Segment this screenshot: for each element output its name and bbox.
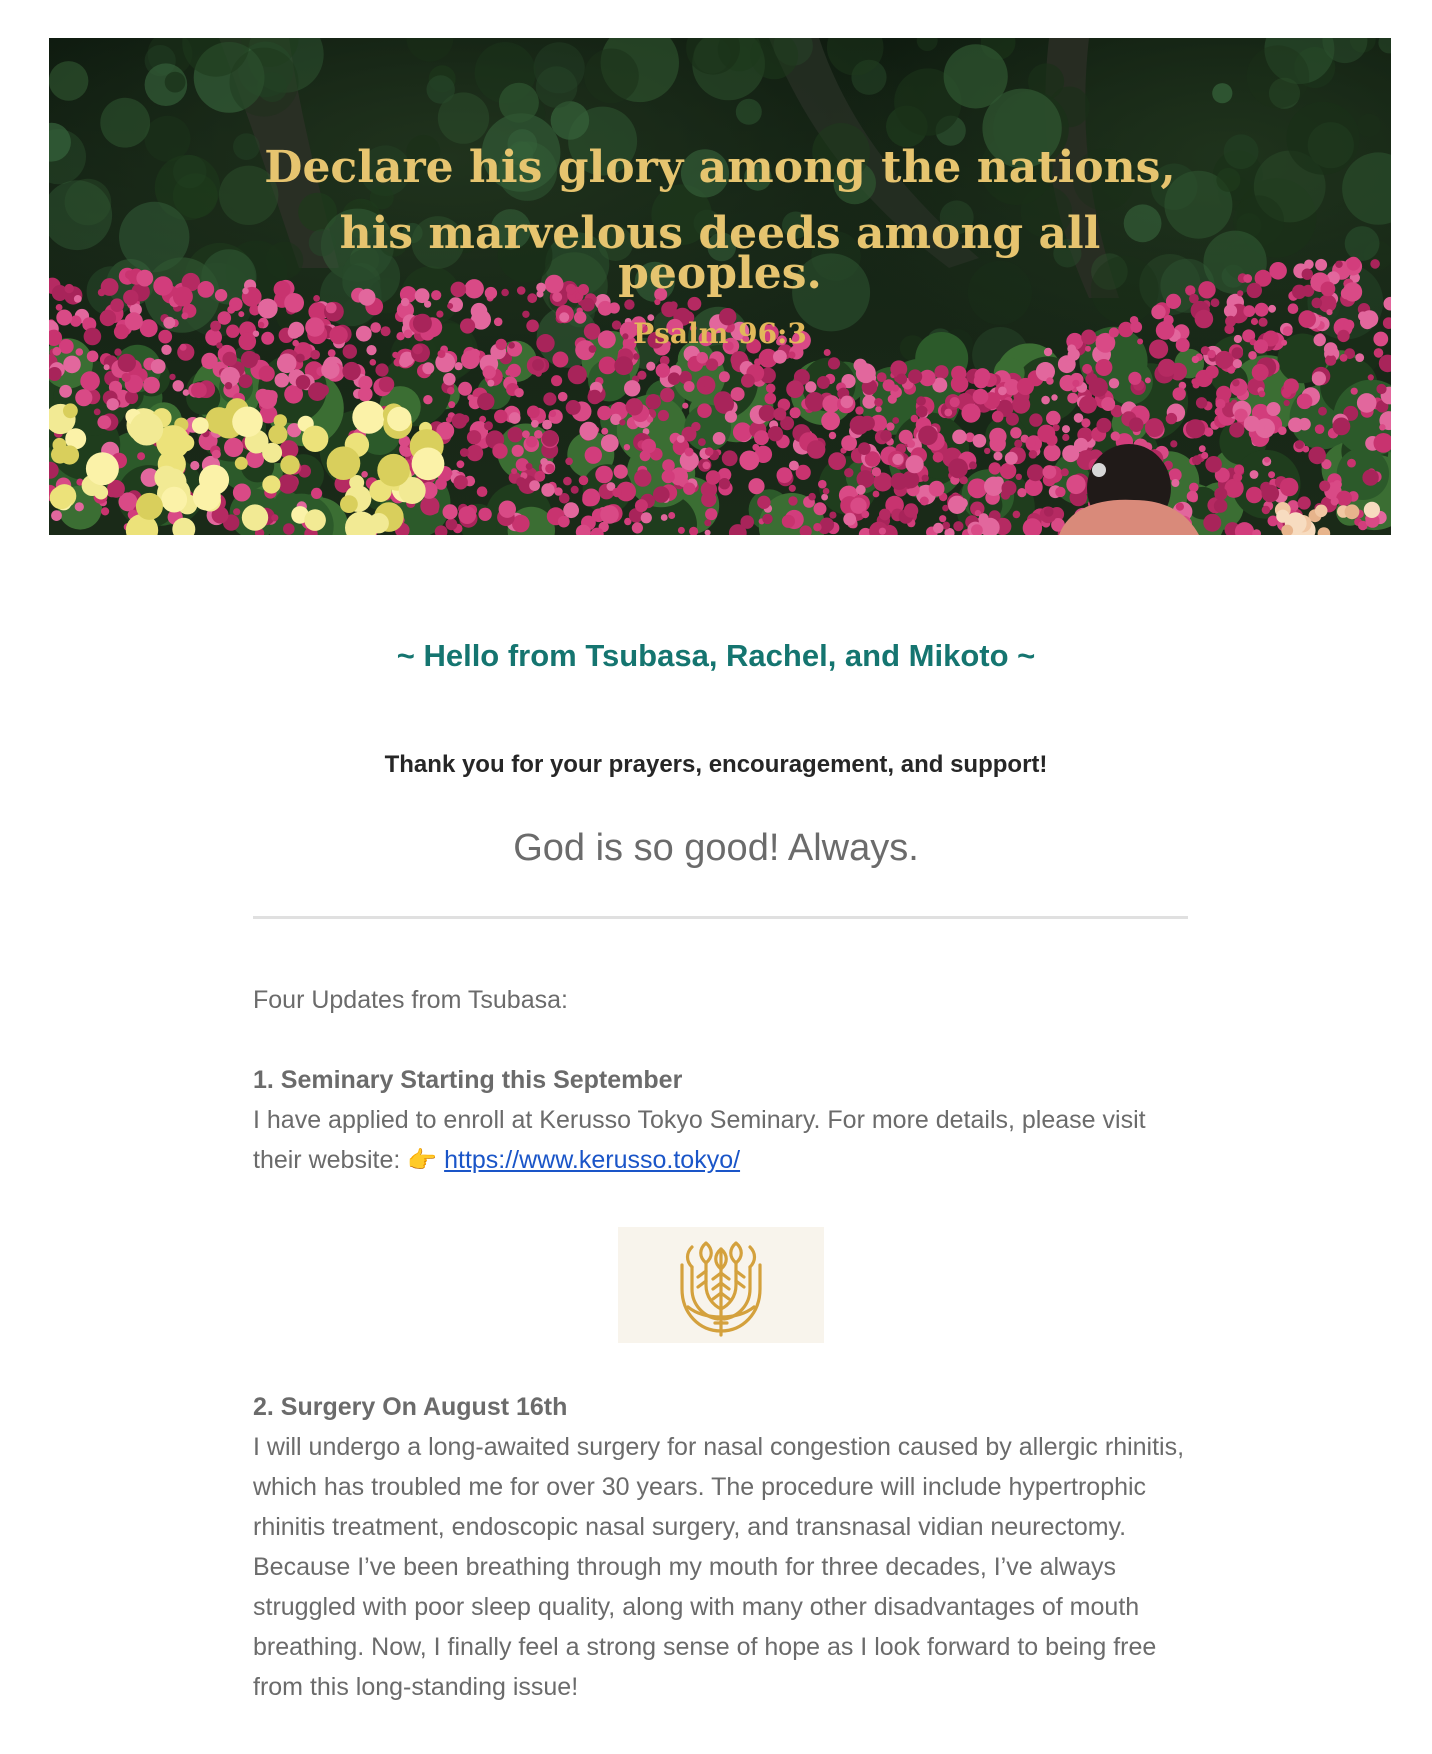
seminary-logo (618, 1227, 824, 1343)
greeting-heading: ~ Hello from Tsubasa, Rachel, and Mikoto ~ (396, 638, 1036, 673)
hero-quote-line1: Declare his glory among the nations, (264, 142, 1176, 193)
hero-quote (49, 135, 1391, 307)
update-2-body: I will undergo a long-awaited surgery for nasal congestion caused by allergic rhinitis, which has troubled me for over 30 years. The procedure will include hypertrophic rhinitis treatment, endoscopic nasal surgery, and transnasal vidian neurectomy. Because I’ve been breathing through my mouth for three decades, I’ve always struggled with poor sleep quality, along with many other disadvantages of mouth breathing. Now, I finally feel a strong sense of hope as I look forward to being free from this long-standing issue! (253, 1433, 1185, 1701)
seminary-link[interactable]: https://www.kerusso.tokyo/ (444, 1146, 741, 1174)
divider (253, 916, 1188, 919)
update-1-text: I have applied to enroll at Kerusso Tokyo Seminary. For more details, please visit their website: (253, 1106, 1146, 1174)
update-2-title: 2. Surgery On August 16th (253, 1393, 568, 1421)
kerusso-wheat-cross-icon (618, 1227, 824, 1343)
tagline: God is so good! Always. (513, 827, 919, 869)
hero-banner (49, 38, 1391, 535)
update-1-title: 1. Seminary Starting this September (253, 1066, 683, 1094)
update-1-body (253, 1100, 1193, 1181)
thanks-text: Thank you for your prayers, encouragement, and support! (384, 751, 1048, 778)
hero-quote-line2: his marvelous deeds among all (339, 208, 1101, 259)
hero-quote-line3: peoples. (618, 248, 822, 299)
hero-reference: Psalm 96:3 (633, 317, 807, 350)
pointing-hand-icon: 👉 (407, 1147, 438, 1174)
updates-intro: Four Updates from Tsubasa: (253, 986, 568, 1014)
